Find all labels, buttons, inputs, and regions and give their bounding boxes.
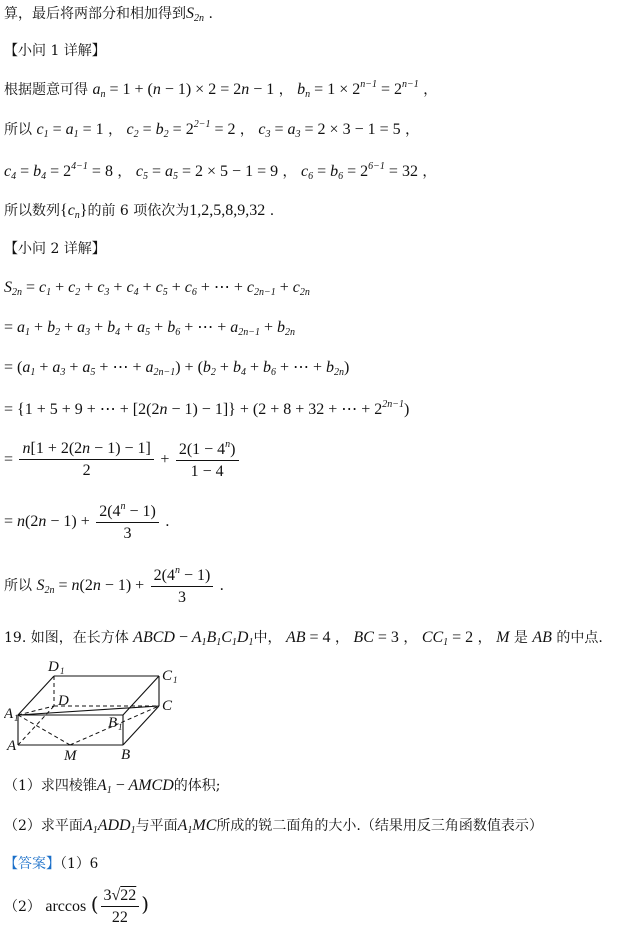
label-c: C	[162, 698, 173, 714]
answer-1: 【答案】（1）6	[4, 855, 98, 872]
label-b: B	[121, 747, 131, 763]
formula-c1-c3: 所以 $c_1 = a_1 = 1$ ， $c_2 = b_2 = 2^{2-1} = 2$ ， $c_3 = a_3 = 2 \times 3 - 1 = 5$ ，	[4, 119, 420, 140]
label-d: D	[58, 693, 69, 709]
label-b1: B	[108, 715, 118, 731]
answer-2: （2） arccos ( $\frac{3√22}{22}$ )	[4, 887, 150, 926]
svg-text:1: 1	[118, 722, 123, 732]
formula-an-bn: 根据题意可得 $a_n = 1 + (n - 1) \times 2 = 2n - 1$ ， $b_n = 1 \times 2^{n-1} = 2^{n-1}$ ，	[4, 79, 438, 100]
label-d1: D	[48, 659, 59, 675]
sum-line-1: $S_{2n} = c_1 + c_2 + c_3 + c_4 + c_5 + c_6$ + ⋯ + $c_{2n-1} + c_{2n}$	[4, 279, 310, 298]
svg-text:1: 1	[60, 666, 65, 676]
final-sum: 所以 $S_{2n} = n(2n - 1)$ + $\frac{2(4^n - 1)}{3}$ .	[4, 565, 224, 606]
label-a: A	[7, 738, 17, 754]
intro-line: 算，最后将两部分和相加得到$S_{2n}$ .	[4, 5, 213, 24]
cuboid-figure	[4, 658, 184, 768]
part2-heading: 【小问 2 详解】	[4, 241, 106, 257]
sum-line-3: = ($a_1 + a_3 + a_5$ + ⋯ + $a_{2n-1}) + (b_2 + b_4 + b_6$ + ⋯ + $b_{2n}$)	[4, 359, 350, 378]
sum-line-5: = $\frac{n[1 + 2(2n - 1) - 1]}{2}$ + $\frac{2(1 - 4^n)}{1 - 4}$	[4, 440, 241, 480]
sum-line-4: = {1 + 5 + 9 + ⋯ + [2(2n − 1) − 1]} + (2 + 8 + 32 + ⋯ + $2^{2n-1}$)	[4, 399, 410, 418]
subquestion-2: （2）求平面$A_1ADD_1$与平面$A_1MC$所成的锐二面角的大小.（结果用反三角函数值表示）	[4, 817, 543, 836]
subquestion-1: （1）求四棱锥$A_1$ − AMCD的体积;	[4, 777, 221, 796]
label-c1: C	[162, 668, 173, 684]
svg-text:1: 1	[173, 675, 178, 685]
sequence-values: 所以数列$\{c_n\}$的前 6 项依次为1,2,5,8,9,32 .	[4, 202, 275, 221]
svg-text:1: 1	[14, 713, 19, 723]
label-a1: A	[4, 706, 14, 722]
formula-c4-c6: $c_4 = b_4 = 2^{4-1} = 8$ ， $c_5 = a_5 = 2 \times 5 - 1 = 9$ ， $c_6 = b_6 = 2^{6-1} = 32$ ，	[4, 161, 437, 182]
sum-line-6: = n(2n − 1) + $\frac{2(4^n - 1)}{3}$ .	[4, 501, 170, 542]
part1-heading: 【小问 1 详解】	[4, 43, 106, 59]
sum-line-2: = $a_1 + b_2 + a_3 + b_4 + a_5 + b_6$ + ⋯ + $a_{2n-1} + b_{2n}$	[4, 319, 296, 338]
question-19: 19. 如图，在长方体 ABCD − $A_1B_1C_1D_1$中， AB = 4 ， BC = 3 ， $CC_1 = 2$ ， M 是 AB 的中点.	[4, 629, 603, 648]
label-m: M	[64, 748, 77, 764]
